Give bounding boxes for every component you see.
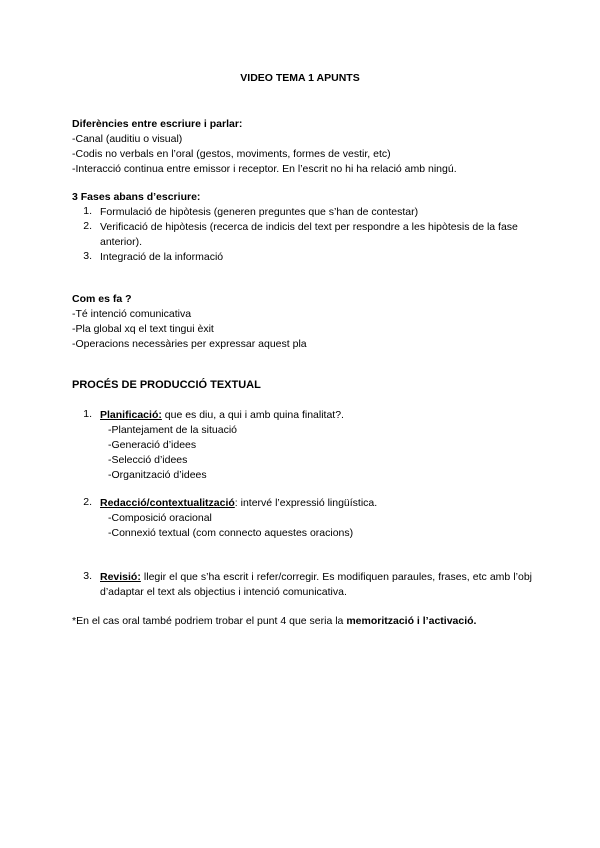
sub-line: -Plantejament de la situació bbox=[108, 424, 237, 436]
section-phases bbox=[72, 190, 532, 265]
section-heading: PROCÉS DE PRODUCCIÓ TEXTUAL bbox=[72, 379, 261, 391]
list-item bbox=[72, 220, 532, 250]
text-line: -Té intenció comunicativa bbox=[72, 308, 192, 320]
production-item-planning bbox=[72, 408, 532, 483]
item-text: : intervé l’expressió lingüística. bbox=[234, 497, 378, 509]
list-number: 2. bbox=[83, 496, 92, 508]
list-item bbox=[72, 250, 532, 265]
item-label: Revisió: bbox=[100, 571, 141, 583]
list-number: 1. bbox=[83, 408, 92, 420]
item-text: llegir el que s’ha escrit i refer/corregir. Es modifiquen paraules, frases, etc amb l’obj d’adaptar el text als objectius i intenció comunicativa. bbox=[100, 571, 532, 598]
sub-line: -Selecció d’idees bbox=[108, 454, 188, 466]
list-item bbox=[72, 408, 532, 423]
list-text: Integració de la informació bbox=[100, 251, 224, 263]
text-line: -Canal (auditiu o visual) bbox=[72, 133, 183, 145]
text-line: -Operacions necessàries per expressar aquest pla bbox=[72, 338, 307, 350]
list-item bbox=[72, 205, 532, 220]
sub-line: -Generació d’idees bbox=[108, 439, 197, 451]
section-production bbox=[72, 378, 532, 393]
list-number: 2. bbox=[83, 220, 92, 232]
production-item-revision bbox=[72, 570, 532, 600]
text-line: -Codis no verbals en l’oral (gestos, moviments, formes de vestir, etc) bbox=[72, 148, 391, 160]
footnote-bold: memorització i l’activació. bbox=[346, 615, 477, 627]
list-number: 3. bbox=[83, 570, 92, 582]
footnote-text: *En el cas oral també podriem trobar el punt 4 que seria la bbox=[72, 615, 347, 627]
section-heading: Diferències entre escriure i parlar: bbox=[72, 118, 243, 130]
list-text: Formulació de hipòtesis (generen preguntes que s’han de contestar) bbox=[100, 206, 419, 218]
item-label: Redacció/contextualització bbox=[100, 497, 235, 509]
section-heading: 3 Fases abans d’escriure: bbox=[72, 191, 201, 203]
section-differences bbox=[72, 117, 532, 177]
list-number: 1. bbox=[83, 205, 92, 217]
list-item bbox=[72, 496, 532, 511]
text-line: -Interacció continua entre emissor i receptor. En l’escrit no hi ha relació amb ningú. bbox=[72, 163, 457, 175]
item-label: Planificació: bbox=[100, 409, 162, 421]
sub-line: -Organització d’idees bbox=[108, 469, 207, 481]
sub-line: -Composició oracional bbox=[108, 512, 212, 524]
footnote bbox=[72, 614, 532, 629]
list-item bbox=[72, 570, 532, 600]
production-item-writing bbox=[72, 496, 532, 541]
section-how bbox=[72, 292, 532, 352]
section-heading: Com es fa ? bbox=[72, 293, 132, 305]
list-number: 3. bbox=[83, 250, 92, 262]
list-text: Verificació de hipòtesis (recerca de indicis del text per respondre a les hipòtesis de la fase anterior). bbox=[100, 221, 518, 248]
item-text: que es diu, a qui i amb quina finalitat?. bbox=[161, 409, 344, 421]
text-line: -Pla global xq el text tingui èxit bbox=[72, 323, 214, 335]
page-title: VIDEO TEMA 1 APUNTS bbox=[240, 72, 360, 84]
sub-line: -Connexió textual (com connecto aquestes oracions) bbox=[108, 527, 354, 539]
